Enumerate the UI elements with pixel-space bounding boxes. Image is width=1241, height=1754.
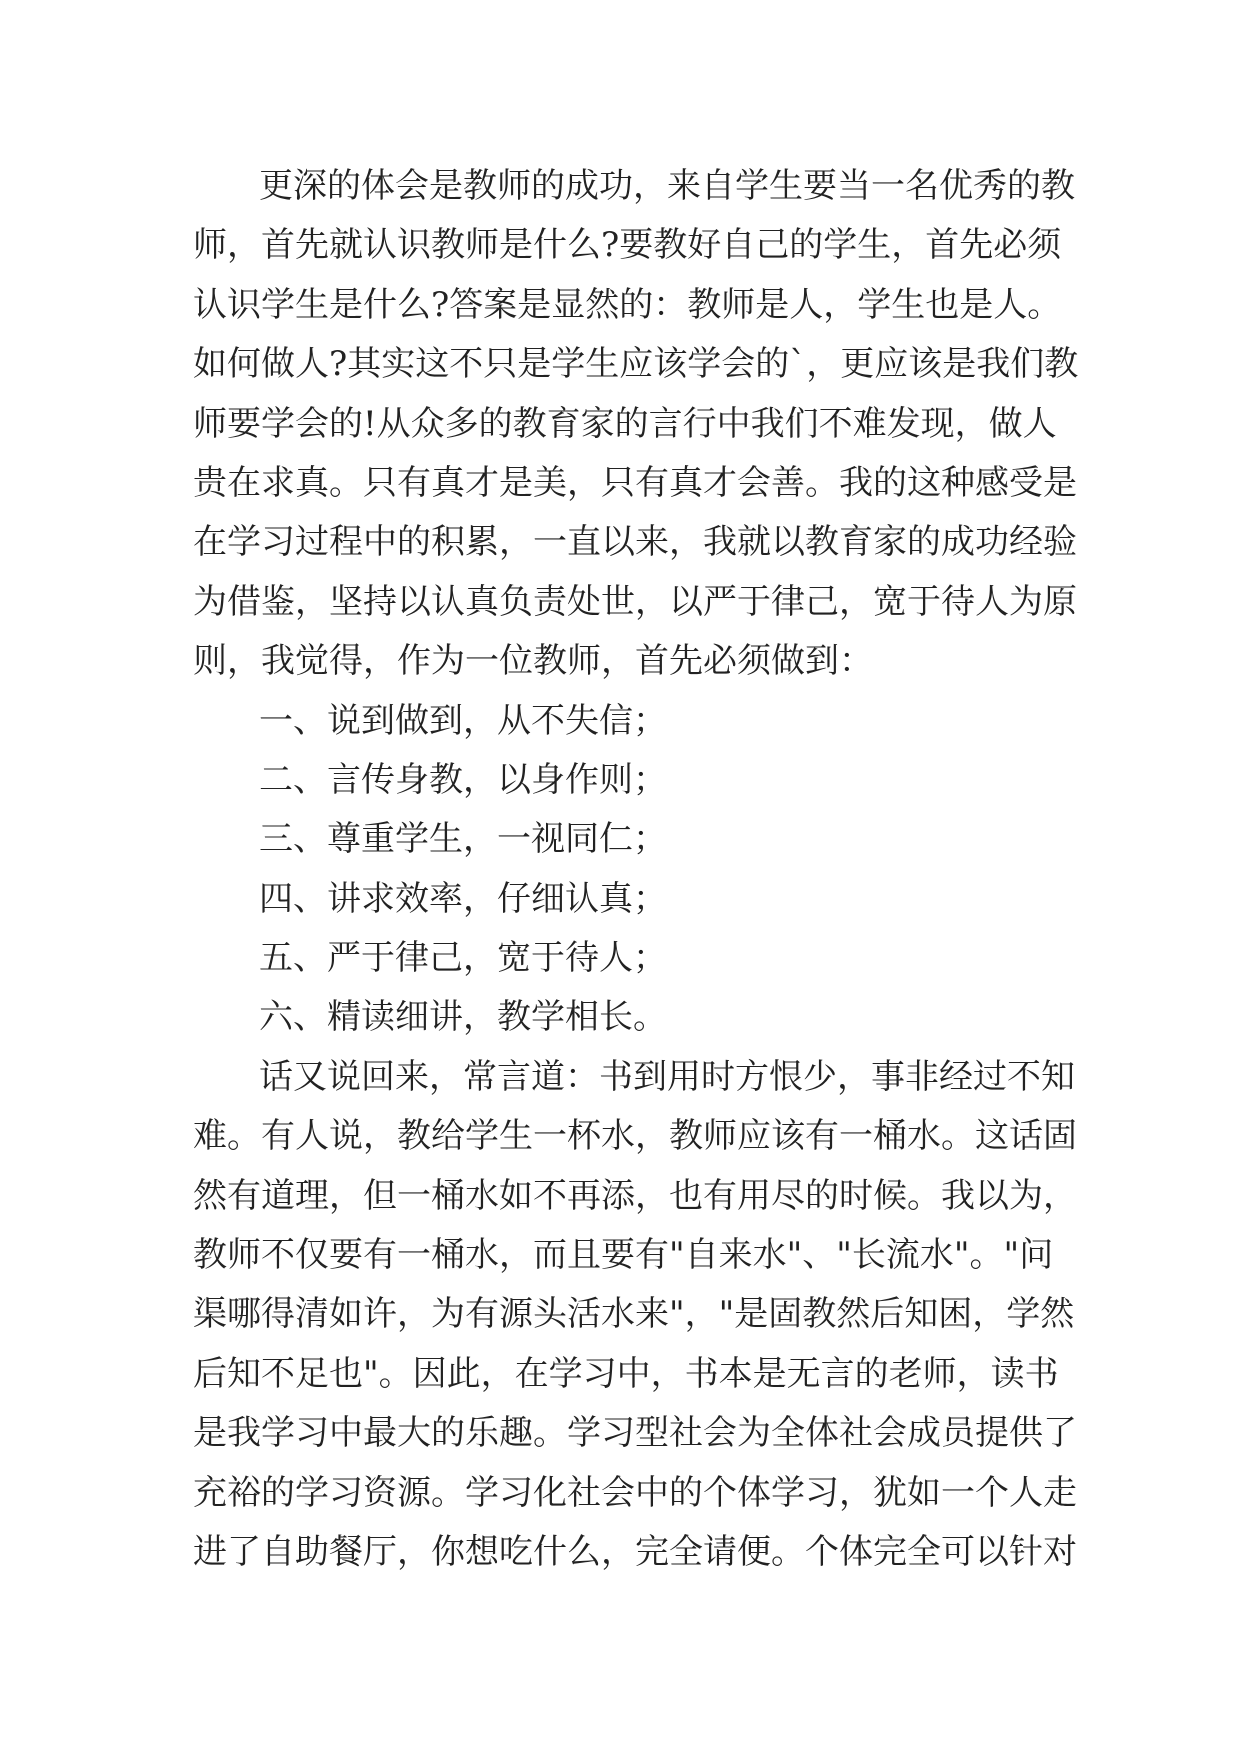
paragraph-line: 师，首先就认识教师是什么?要教好自己的学生，首先必须	[193, 225, 1062, 266]
paragraph-line: 进了自助餐厅，你想吃什么，完全请便。个体完全可以针对	[193, 1531, 1077, 1572]
list-item: 五、严于律己，宽于待人；	[259, 938, 667, 979]
list-item: 二、言传身教，以身作则；	[259, 759, 667, 800]
paragraph-line: 充裕的学习资源。学习化社会中的个体学习，犹如一个人走	[193, 1472, 1077, 1513]
paragraph-line: 为借鉴，坚持以认真负责处世，以严于律己，宽于待人为原	[193, 581, 1077, 622]
paragraph-line: 渠哪得清如许，为有源头活水来"，"是固教然后知困，学然	[193, 1294, 1075, 1335]
paragraph-line: 贵在求真。只有真才是美，只有真才会善。我的这种感受是	[193, 462, 1077, 503]
list-item: 三、尊重学生，一视同仁；	[259, 819, 667, 860]
paragraph-line: 难。有人说，教给学生一杯水，教师应该有一桶水。这话固	[193, 1116, 1077, 1157]
paragraph-line: 在学习过程中的积累，一直以来，我就以教育家的成功经验	[193, 522, 1077, 563]
paragraph-line: 认识学生是什么?答案是显然的：教师是人，学生也是人。	[193, 284, 1062, 325]
paragraph-line: 然有道理，但一桶水如不再添，也有用尽的时候。我以为，	[193, 1175, 1077, 1216]
paragraph-line: 是我学习中最大的乐趣。学习型社会为全体社会成员提供了	[193, 1413, 1077, 1454]
paragraph-line: 后知不足也"。因此，在学习中，书本是无言的老师，读书	[193, 1353, 1059, 1394]
document-body	[193, 157, 1079, 1582]
paragraph-line: 教师不仅要有一桶水，而且要有"自来水"、"长流水"。"问	[193, 1235, 1054, 1276]
paragraph-line: 则，我觉得，作为一位教师，首先必须做到：	[193, 641, 873, 682]
paragraph-line: 师要学会的!从众多的教育家的言行中我们不难发现，做人	[193, 403, 1057, 444]
paragraph-line: 如何做人?其实这不只是学生应该学会的`，更应该是我们教	[193, 344, 1079, 385]
list-item: 六、精读细讲，教学相长。	[259, 997, 667, 1038]
paragraph-line: 话又说回来，常言道：书到用时方恨少，事非经过不知	[259, 1056, 1075, 1097]
paragraph-line: 更深的体会是教师的成功，来自学生要当一名优秀的教	[259, 166, 1075, 206]
list-item: 一、说到做到，从不失信；	[259, 700, 667, 741]
list-item: 四、讲求效率，仔细认真；	[259, 878, 667, 919]
